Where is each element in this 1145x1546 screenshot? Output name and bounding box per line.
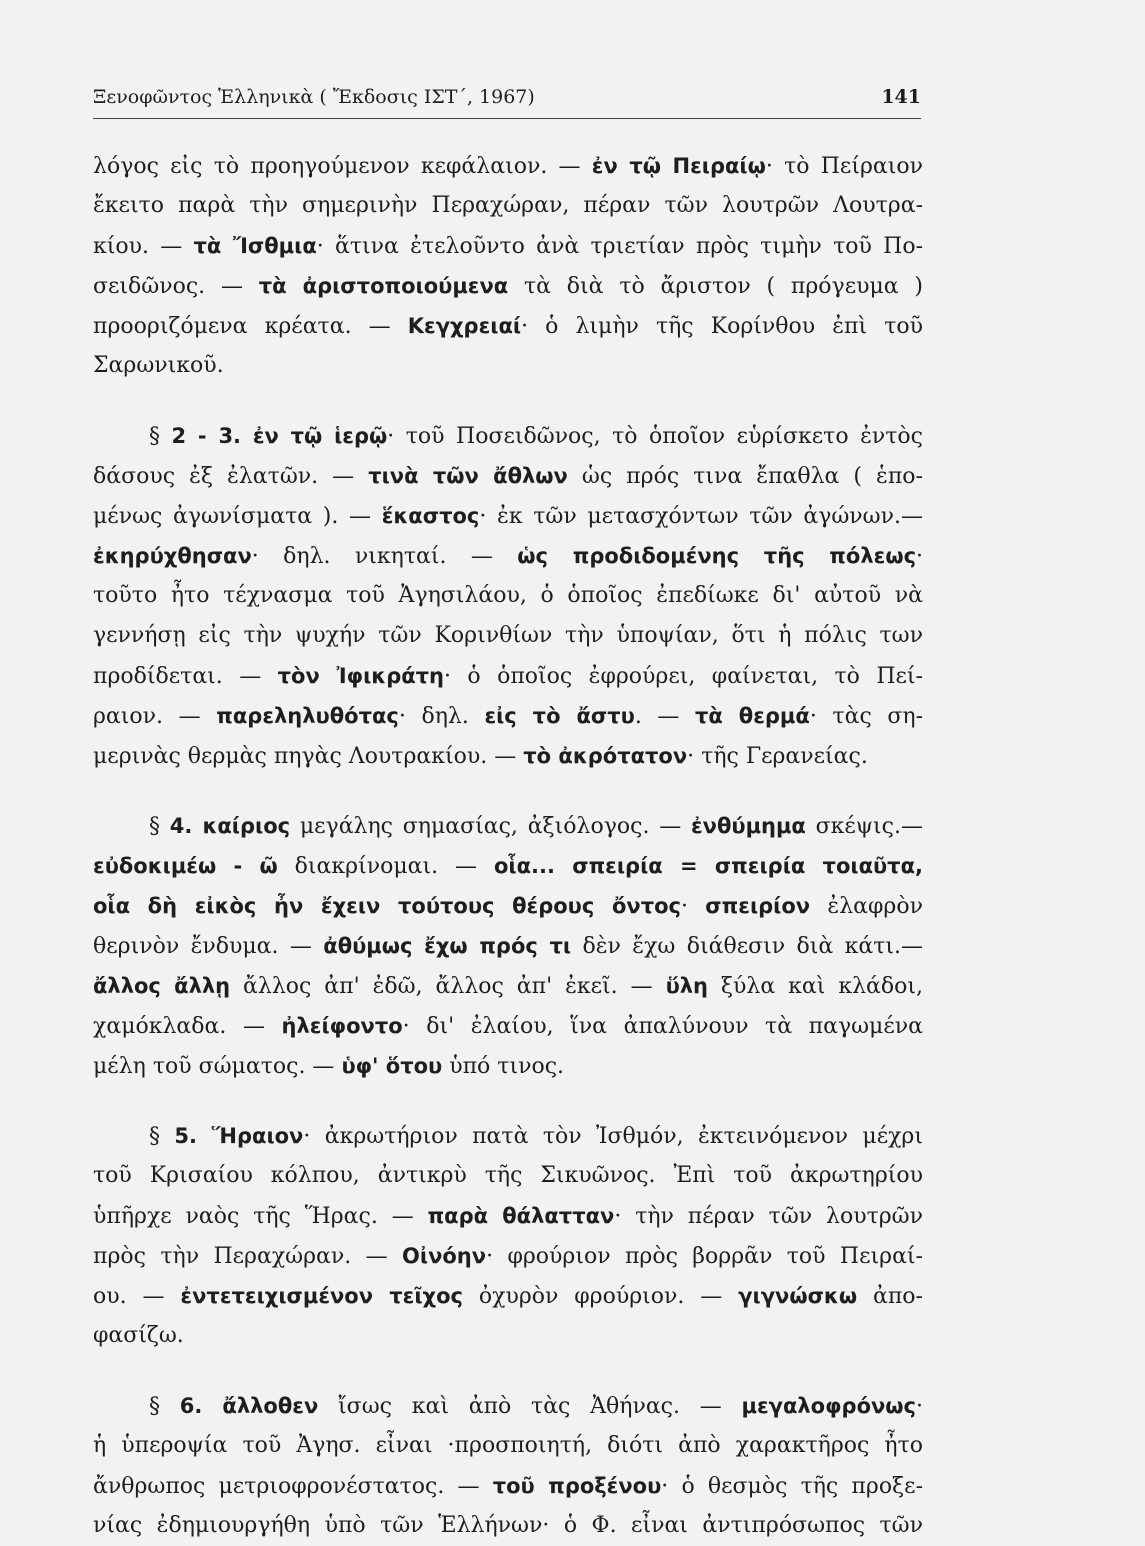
lemma-term: 4. καίριος (169, 814, 291, 838)
lemma-term: τὰ ἀριστοποιούμενα (258, 274, 509, 298)
commentary-run: · τῆς Γερανείας. (687, 744, 868, 769)
commentary-run: μερινὰς θερμὰς πηγὰς Λουτρακίου. — (93, 744, 524, 769)
commentary-run: προδίδεται. — (93, 664, 278, 689)
text-line (93, 806, 923, 846)
page-number: 141 (881, 86, 921, 108)
paragraph-gap (93, 1086, 923, 1116)
commentary-run: ἐλαφρὸν (810, 894, 923, 919)
text-line (93, 926, 923, 966)
text-line (93, 266, 923, 306)
commentary-run: ὀχυρὸν φρούριον. — (462, 1284, 739, 1309)
commentary-run: · ἐκ τῶν μετασχόντων τῶν ἀγώνων.— (479, 504, 923, 529)
paragraph-gap (93, 776, 923, 806)
lemma-term: ὑφ' ὅτου (341, 1054, 443, 1078)
text-line (93, 696, 923, 736)
commentary-run: · ὁ ὁποῖος ἐφρούρει, φαίνεται, τὸ Πεί- (444, 664, 923, 689)
text-line (93, 1196, 923, 1236)
lemma-term: μεγαλοφρόνως (741, 1394, 916, 1418)
commentary-run: Σαρωνικοῦ. (93, 353, 224, 378)
lemma-term: τὸν Ἰφικράτη (277, 664, 445, 688)
commentary-run: σειδῶνος. — (93, 274, 259, 299)
commentary-run: μεγάλης σημασίας, ἀξιόλογος. — (290, 814, 691, 839)
commentary-run: ἔκειτο παρὰ τὴν σημερινὴν Περαχώραν, πέραν τῶν λουτρῶν Λουτρα- (93, 193, 923, 218)
commentary-run: τὰ διὰ τὸ ἄριστον ( πρόγευμα ) (508, 274, 923, 299)
commentary-run: τοῦ Κρισαίου κόλπου, ἀντικρὺ τῆς Σικυῶνος. Ἐπὶ τοῦ ἀκρωτηρίου (93, 1163, 923, 1188)
commentary-run: . — (634, 704, 696, 729)
lemma-term: τὰ θερμά (695, 704, 810, 728)
commentary-run: θερινὸν ἔνδυμα. — (93, 934, 324, 959)
commentary-run: · τὴν πέραν τῶν λουτρῶν (614, 1204, 923, 1229)
text-line (93, 1466, 923, 1506)
commentary-run: σκέψις.— (805, 814, 923, 839)
paragraph-gap (93, 1356, 923, 1386)
lemma-term: ὕλη (665, 974, 708, 998)
commentary-run: § (149, 814, 170, 839)
text-line (93, 1426, 923, 1466)
lemma-term: 5. Ἥραιον (174, 1124, 304, 1148)
text-line (93, 656, 923, 696)
lemma-term: ἄλλος ἄλλῃ (93, 974, 231, 998)
commentary-run: διακρίνομαι. — (277, 854, 494, 879)
commentary-run: προοριζόμενα κρέατα. — (93, 314, 408, 339)
commentary-run: λόγος εἰς τὸ προηγούμενον κεφάλαιον. — (93, 154, 592, 179)
commentary-run: · ἅτινα ἐτελοῦντο ἀνὰ τριετίαν πρὸς τιμὴν τοῦ Πο- (316, 234, 923, 259)
commentary-run: τοῦτο ἦτο τέχνασμα τοῦ Ἀγησιλάου, ὁ ὁποῖος ἐπεδίωκε δι' αὐτοῦ νὰ (93, 583, 923, 608)
lemma-term: τὰ Ἴσθμια (193, 234, 317, 258)
commentary-run: νίας ἐδημιουργήθη ὑπὸ τῶν Ἑλλήνων· ὁ Φ. εἶναι ἀντιπρόσωπος τῶν (93, 1513, 923, 1538)
commentary-run: · (916, 1394, 923, 1419)
commentary-run: ου. — (93, 1284, 181, 1309)
lemma-term: ἠλείφοντο (281, 1014, 403, 1038)
lemma-term: τοῦ προξένου (492, 1474, 662, 1498)
text-line (93, 346, 923, 386)
commentary-run: ἡ ὑπεροψία τοῦ Ἀγησ. εἶναι ·προσποιητή, διότι ἀπὸ χαρακτῆρος ἦτο (93, 1433, 923, 1458)
text-line (93, 456, 923, 496)
text-line (93, 1316, 923, 1356)
lemma-term: εἰς τὸ ἄστυ (484, 704, 635, 728)
commentary-run: μένως ἀγωνίσματα ). — (93, 504, 382, 529)
commentary-run: · δηλ. (398, 704, 485, 729)
text-line (93, 536, 923, 576)
commentary-run: χαμόκλαδα. — (93, 1014, 282, 1039)
commentary-run: ἴσως καὶ ἀπὸ τὰς Ἀθήνας. — (318, 1394, 742, 1419)
commentary-run: · δι' ἐλαίου, ἵνα ἀπαλύνουν τὰ παγωμένα (402, 1014, 923, 1039)
commentary-run: · ὁ θεσμὸς τῆς προξε- (661, 1474, 924, 1499)
lemma-term: γιγνώσκω (738, 1284, 858, 1308)
commentary-run: πρὸς τὴν Περαχώραν. — (93, 1244, 403, 1269)
commentary-run: · φρούριον πρὸς βορρᾶν τοῦ Πειραί- (486, 1244, 923, 1269)
commentary-run: § (149, 1124, 175, 1149)
commentary-run: γεννήσῃ εἰς τὴν ψυχήν τῶν Κορινθίων τὴν ὑποψίαν, ὅτι ἡ πόλις των (93, 623, 923, 648)
commentary-run: ὑπῆρχε ναὸς τῆς Ἥρας. — (93, 1204, 428, 1229)
lemma-term: ἐνθύμημα (690, 814, 806, 838)
lemma-term: οἷα... σπειρία = σπειρία τοιαῦτα, (493, 854, 923, 878)
commentary-run: ξύλα καὶ κλάδοι, (707, 974, 923, 999)
text-line (93, 1276, 923, 1316)
commentary-run: · τοῦ Ποσειδῶνος, τὸ ὁποῖον εὑρίσκετο ἐντὸς (387, 424, 923, 449)
lemma-term: ἐκηρύχθησαν (93, 544, 252, 568)
running-header (93, 86, 921, 119)
commentary-run: · (916, 544, 924, 569)
lemma-term: 2 - 3. ἐν τῷ ἱερῷ (171, 424, 388, 448)
text-line (93, 226, 923, 266)
commentary-run: ἄνθρωπος μετριοφρονέστατος. — (93, 1474, 493, 1499)
text-line (93, 1116, 923, 1156)
lemma-term: ἐν τῷ Πειραίῳ (591, 154, 766, 178)
text-line (93, 306, 923, 346)
commentary-run: § (149, 424, 172, 449)
lemma-term: σπειρίον (705, 894, 811, 918)
lemma-term: Οἰνόην (402, 1244, 487, 1268)
lemma-term: οἷα δὴ εἰκὸς ἦν ἔχειν τούτους θέρους ὄντος (93, 894, 681, 918)
lemma-term: ἀθύμως ἔχω πρός τι (323, 934, 572, 958)
commentary-run: · ὁ λιμὴν τῆς Κορίνθου ἐπὶ τοῦ (521, 314, 924, 339)
lemma-term: εὐδοκιμέω - ῶ (93, 854, 278, 878)
lemma-term: ὡς προδιδομένης τῆς πόλεως (517, 544, 917, 568)
text-line (93, 1236, 923, 1276)
text-line (93, 416, 923, 456)
paragraph-gap (93, 386, 923, 416)
text-line (93, 496, 923, 536)
commentary-run: φασίζω. (93, 1323, 184, 1348)
commentary-run: κίου. — (93, 234, 194, 259)
commentary-run: · (680, 894, 706, 919)
lemma-term: τὸ ἀκρότατον (523, 744, 688, 768)
commentary-run: δὲν ἔχω διάθεσιν διὰ κάτι.— (571, 934, 923, 959)
text-line (93, 1506, 923, 1546)
lemma-term: ἐντετειχισμένον τεῖχος (180, 1284, 463, 1308)
text-line (93, 736, 923, 776)
text-line (93, 966, 923, 1006)
commentary-run: ἄλλος ἀπ' ἐδῶ, ἄλλος ἀπ' ἐκεῖ. — (230, 974, 666, 999)
commentary-run: ὡς πρός τινα ἔπαθλα ( ἑπο- (567, 464, 923, 489)
text-line (93, 576, 923, 616)
lemma-term: ἕκαστος (381, 504, 480, 528)
lemma-term: τινὰ τῶν ἄθλων (368, 464, 568, 488)
text-line (93, 1156, 923, 1196)
text-line (93, 146, 923, 186)
text-line (93, 1386, 923, 1426)
lemma-term: 6. ἄλλοθεν (179, 1394, 319, 1418)
commentary-run: · ἀκρωτήριον πατὰ τὸν Ἰσθμόν, ἐκτεινόμενον μέχρι (303, 1124, 923, 1149)
commentary-text (93, 146, 923, 1546)
lemma-term: παρὰ θάλατταν (427, 1204, 615, 1228)
commentary-run: § (149, 1394, 180, 1419)
commentary-run: ἀπο- (857, 1284, 923, 1309)
text-line (93, 846, 923, 886)
lemma-term: παρεληλυθότας (216, 704, 399, 728)
text-line (93, 1046, 923, 1086)
commentary-run: ὑπό τινος. (442, 1054, 565, 1079)
commentary-run: δάσους ἐξ ἐλατῶν. — (93, 464, 369, 489)
text-line (93, 1006, 923, 1046)
running-title: Ξενοφῶντος Ἑλληνικὰ ( Ἔκδοσις ΙΣΤ΄, 1967) (93, 86, 535, 108)
commentary-run: · δηλ. νικηταί. — (251, 544, 518, 569)
commentary-run: μέλη τοῦ σώματος. — (93, 1054, 342, 1079)
text-line (93, 616, 923, 656)
commentary-run: ραιον. — (93, 704, 217, 729)
text-line (93, 886, 923, 926)
commentary-run: · τὸ Πείραιον (765, 154, 923, 179)
lemma-term: Κεγχρειαί (407, 314, 522, 338)
text-line (93, 186, 923, 226)
commentary-run: · τὰς ση- (809, 704, 924, 729)
